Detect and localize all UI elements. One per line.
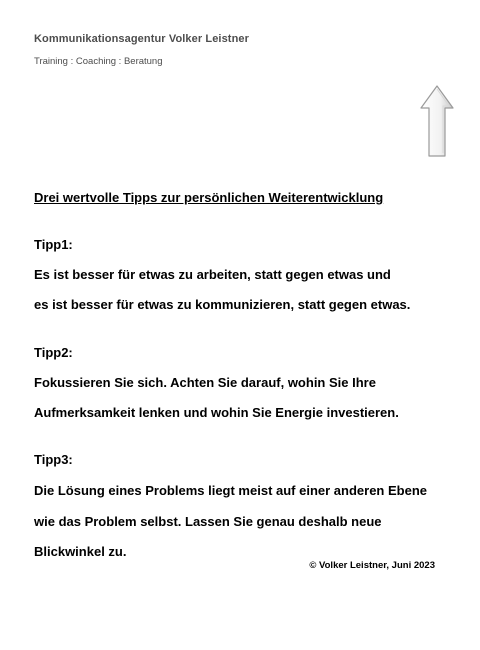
copyright-notice: © Volker Leistner, Juni 2023: [309, 560, 435, 571]
tip-3-line-1: Die Lösung eines Problems liegt meist auf einer anderen Ebene: [34, 483, 427, 498]
tip-2-line-1: Fokussieren Sie sich. Achten Sie darauf, wohin Sie Ihre: [34, 375, 376, 390]
tip-3-line-3: Blickwinkel zu.: [34, 544, 127, 559]
document-title: Drei wertvolle Tipps zur persönlichen Weiterentwicklung: [34, 190, 384, 205]
tip-1-label: Tipp1:: [34, 237, 73, 252]
tip-3-line-2: wie das Problem selbst. Lassen Sie genau deshalb neue: [34, 514, 382, 529]
tip-1-line-1: Es ist besser für etwas zu arbeiten, statt gegen etwas und: [34, 267, 391, 282]
tip-2-label: Tipp2:: [34, 345, 73, 360]
up-arrow-icon: [418, 84, 456, 158]
tip-1-line-2: es ist besser für etwas zu kommunizieren, statt gegen etwas.: [34, 297, 411, 312]
tip-3-label: Tipp3:: [34, 452, 73, 467]
tip-2-line-2: Aufmerksamkeit lenken und wohin Sie Energie investieren.: [34, 405, 399, 420]
tagline: Training : Coaching : Beratung: [34, 56, 163, 67]
company-name: Kommunikationsagentur Volker Leistner: [34, 33, 249, 45]
